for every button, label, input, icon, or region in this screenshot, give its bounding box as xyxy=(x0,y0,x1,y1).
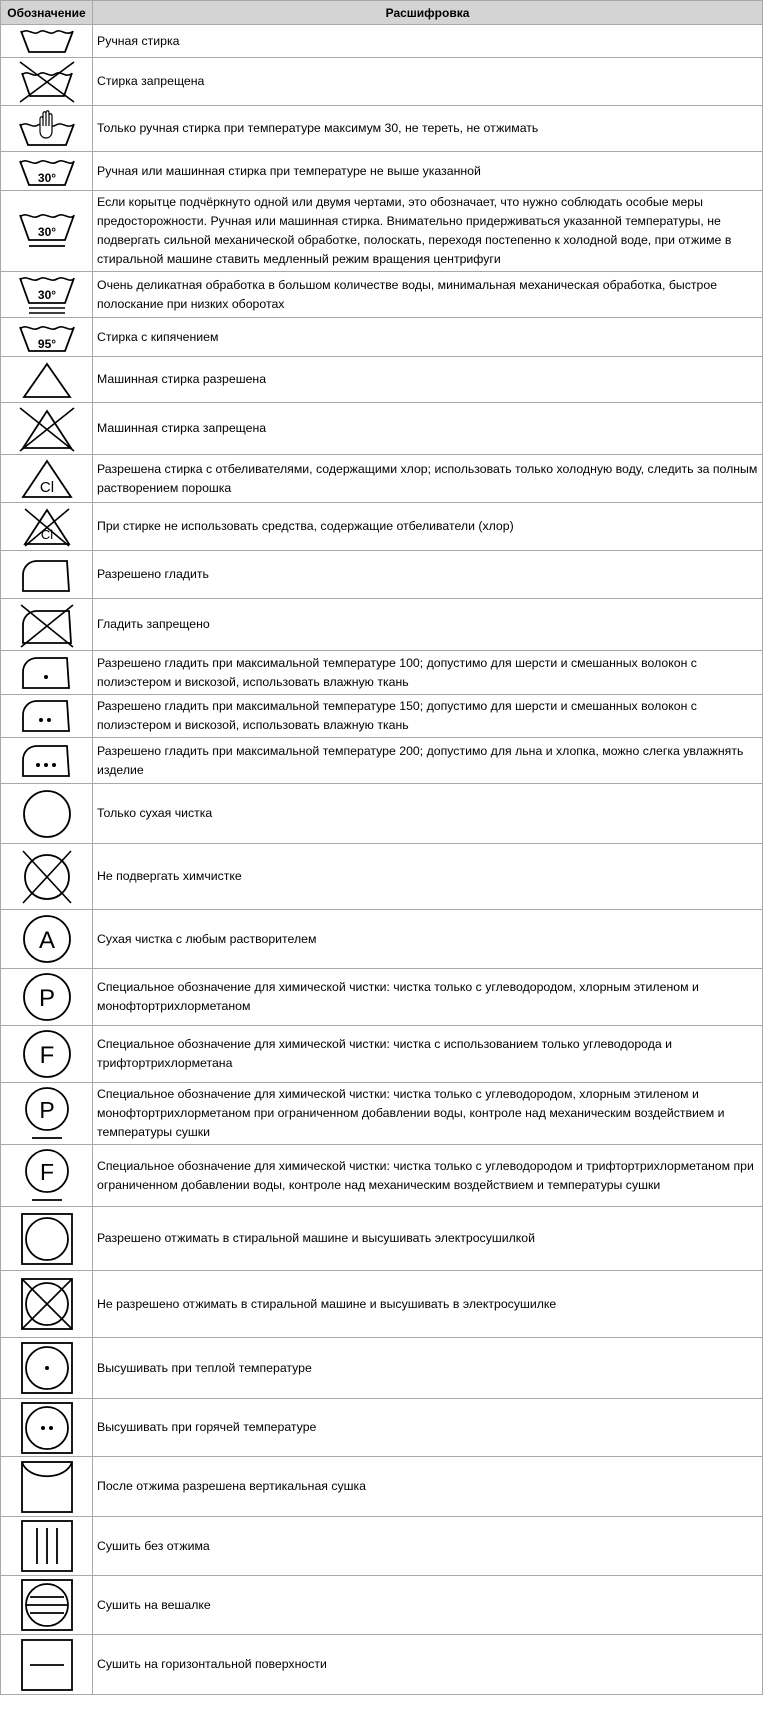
table-row xyxy=(1,25,763,58)
table-row xyxy=(1,403,763,455)
row-text: Высушивать при горячей температуре xyxy=(93,1399,763,1457)
table-row xyxy=(1,455,763,503)
table-row xyxy=(1,1145,763,1207)
row-text: Не подвергать химчистке xyxy=(93,844,763,910)
table-row xyxy=(1,1576,763,1635)
table-row xyxy=(1,503,763,551)
row-text: Если корытце подчёркнуто одной или двумя чертами, это обозначает, что нужно соблюдать особые меры предосторожности. Ручная или машинная стирка. Внимательно придерживаться указанной температуры, не подвергать сильной механической обработке, полоскать, переходя постепенно к холодной воде, при отжиме в стиральной машине ставить медленный режим вращения центрифуги xyxy=(93,191,763,272)
machine-wash-triangle-icon xyxy=(20,360,74,400)
row-text: Специальное обозначение для химической чистки: чистка только с углеводородом, хлорным этиленом и монофтортрихлорметаном xyxy=(93,969,763,1026)
row-text: Разрешено гладить xyxy=(93,551,763,599)
table-header-row xyxy=(1,1,763,25)
chlorine-label: Cl xyxy=(39,478,54,496)
hang-dry-icon xyxy=(18,1577,76,1633)
solvent-label: A xyxy=(38,927,55,954)
table-row xyxy=(1,357,763,403)
table-row xyxy=(1,106,763,152)
table-row xyxy=(1,910,763,969)
row-text: Разрешено гладить при максимальной температуре 200; допустимо для льна и хлопка, можно слегка увлажнять изделие xyxy=(93,738,763,784)
iron-3-dots-icon xyxy=(19,742,75,780)
table-row xyxy=(1,844,763,910)
row-text: При стирке не использовать средства, содержащие отбеливатели (хлор) xyxy=(93,503,763,551)
line-dry-icon xyxy=(18,1459,76,1515)
no-iron-icon xyxy=(17,601,77,649)
row-text: Высушивать при теплой температуре xyxy=(93,1338,763,1399)
row-text: Специальное обозначение для химической чистки: чистка только с углеводородом и трифтортрихлорметаном при ограниченном добавлении воды, контроле над механическим воздействием и температуры сушки xyxy=(93,1145,763,1207)
table-row xyxy=(1,599,763,651)
row-text: Только сухая чистка xyxy=(93,784,763,844)
column-header-symbol: Обозначение xyxy=(1,1,93,25)
wash-30-icon xyxy=(17,154,77,188)
temperature-label: 95° xyxy=(37,337,56,351)
row-text: Только ручная стирка при температуре максимум 30, не тереть, не отжимать xyxy=(93,106,763,152)
table-row xyxy=(1,58,763,106)
table-row xyxy=(1,1338,763,1399)
no-dry-clean-icon xyxy=(17,847,77,907)
solvent-label: P xyxy=(38,985,55,1012)
chlorine-label: Cl xyxy=(40,526,53,542)
row-text: После отжима разрешена вертикальная сушка xyxy=(93,1457,763,1517)
row-text: Разрешено отжимать в стиральной машине и высушивать электросушилкой xyxy=(93,1207,763,1271)
wash-95-icon xyxy=(17,320,77,354)
row-text: Машинная стирка запрещена xyxy=(93,403,763,455)
table-row xyxy=(1,1207,763,1271)
row-text: Разрешено гладить при максимальной температуре 150; допустимо для шерсти и смешанных волокон с полиэстером и вискозой, использовать влажную ткань xyxy=(93,695,763,738)
temperature-label: 30° xyxy=(37,287,56,302)
dry-clean-a-icon xyxy=(19,913,75,965)
iron-1-dot-icon xyxy=(19,654,75,692)
row-text: Стирка запрещена xyxy=(93,58,763,106)
dry-clean-f-gentle-icon xyxy=(19,1147,75,1205)
table-row xyxy=(1,1026,763,1083)
dry-clean-p-gentle-icon xyxy=(19,1085,75,1143)
no-wash-icon xyxy=(16,60,78,104)
row-text: Сушить на горизонтальной поверхности xyxy=(93,1635,763,1695)
table-row xyxy=(1,1457,763,1517)
iron-2-dots-icon xyxy=(19,697,75,735)
row-text: Ручная стирка xyxy=(93,25,763,58)
row-text: Разрешена стирка с отбеливателями, содержащими хлор; использовать только холодную воду, следить за полным растворением порошка xyxy=(93,455,763,503)
bleach-cl-icon xyxy=(19,458,75,500)
table-row xyxy=(1,1635,763,1695)
tumble-dry-icon xyxy=(18,1210,76,1268)
dry-clean-f-icon xyxy=(19,1028,75,1080)
row-text: Сушить без отжима xyxy=(93,1517,763,1576)
dry-clean-icon xyxy=(19,787,75,841)
solvent-label: P xyxy=(38,1096,55,1123)
solvent-label: F xyxy=(39,1042,54,1069)
table-row xyxy=(1,695,763,738)
row-text: Стирка с кипячением xyxy=(93,318,763,357)
table-row xyxy=(1,738,763,784)
row-text: Гладить запрещено xyxy=(93,599,763,651)
iron-icon xyxy=(19,555,75,595)
wash-30-gentle-icon xyxy=(17,210,77,252)
row-text: Не разрешено отжимать в стиральной машине и высушивать в электросушилке xyxy=(93,1271,763,1338)
table-row xyxy=(1,152,763,191)
wash-30-very-gentle-icon xyxy=(17,273,77,317)
table-row xyxy=(1,1271,763,1338)
table-row xyxy=(1,969,763,1026)
column-header-meaning: Расшифровка xyxy=(93,1,763,25)
no-machine-wash-triangle-icon xyxy=(16,405,78,453)
tumble-dry-warm-icon xyxy=(18,1340,76,1396)
dry-flat-icon xyxy=(18,1637,76,1693)
row-text: Ручная или машинная стирка при температуре не выше указанной xyxy=(93,152,763,191)
temperature-label: 30° xyxy=(37,171,56,185)
table-row xyxy=(1,1399,763,1457)
temperature-label: 30° xyxy=(37,225,56,239)
table-row xyxy=(1,272,763,318)
solvent-label: F xyxy=(39,1158,54,1185)
no-tumble-dry-icon xyxy=(17,1274,77,1334)
table-row xyxy=(1,651,763,695)
row-text: Специальное обозначение для химической чистки: чистка с использованием только углеводорода и трифтортрихлорметана xyxy=(93,1026,763,1083)
table-row xyxy=(1,318,763,357)
hand-wash-30-icon xyxy=(18,109,76,149)
table-row xyxy=(1,784,763,844)
row-text: Машинная стирка разрешена xyxy=(93,357,763,403)
tumble-dry-hot-icon xyxy=(18,1401,76,1455)
drip-dry-icon xyxy=(18,1518,76,1574)
row-text: Очень деликатная обработка в большом количестве воды, минимальная механическая обработка, быстрое полоскание при низких оборотах xyxy=(93,272,763,318)
table-row xyxy=(1,1517,763,1576)
row-text: Сухая чистка с любым растворителем xyxy=(93,910,763,969)
row-text: Специальное обозначение для химической чистки: чистка только с углеводородом, хлорным этиленом и монофтортрихлорметаном при ограниченном добавлении воды, контроле над механическим воздействием и температуры сушки xyxy=(93,1083,763,1145)
no-bleach-cl-icon xyxy=(19,506,75,548)
hand-wash-icon xyxy=(19,27,75,55)
dry-clean-p-icon xyxy=(19,971,75,1023)
table-row xyxy=(1,1083,763,1145)
row-text: Разрешено гладить при максимальной температуре 100; допустимо для шерсти и смешанных волокон с полиэстером и вискозой, использовать влажную ткань xyxy=(93,651,763,695)
table-row xyxy=(1,551,763,599)
table-row xyxy=(1,191,763,272)
row-text: Сушить на вешалке xyxy=(93,1576,763,1635)
